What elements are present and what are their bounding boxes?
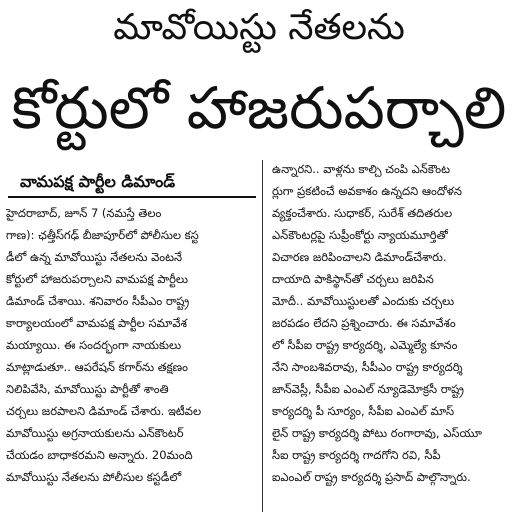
body-line: చేయడం బాధాకరమని అన్నారు. 20మంది <box>6 448 193 462</box>
body-line: డిమాండ్ చేశాయి. శనివారం సీపీఎం రాష్ట్ర <box>6 294 190 308</box>
body-line: దాయాది పాకిస్థాన్‌తో చర్చలు జరిపిన <box>272 272 434 286</box>
right-column <box>272 158 516 488</box>
headline-line-1: మావోయిస్టు నేతలను <box>113 7 405 48</box>
body-line: ర్లుగా ప్రకటించే అవకాశం ఉన్నదని ఆందోళన <box>272 184 462 198</box>
body-line: సీఐ రాష్ట్ర కార్యదర్శి గాదగోని రవి, సీపీ <box>272 448 441 462</box>
body-line: జరపడం లేదని ప్రశ్నించారు. ఈ సమావేశం <box>272 316 456 330</box>
body-line: చర్చలు జరపాలని డిమాండ్ చేశారు. ఇటీవల <box>6 404 202 418</box>
headline-line-2: కోర్టులో హాజరుపర్చాలి <box>11 74 507 142</box>
body-line: నేని సాంబశివరావు, సీపీఎం రాష్ట్ర కార్యదర్శి <box>272 360 463 374</box>
body-line: నిలిపివేసి, మావోయిస్టు పార్టీతో శాంతి <box>6 382 169 396</box>
left-column <box>6 202 258 488</box>
column-divider <box>262 160 263 512</box>
body-line: ఐఎంఎల్ రాష్ట్ర కార్యదర్శి ప్రసాద్ పాల్గొన్నారు. <box>272 470 471 484</box>
body-line: గాణ): ఛత్తీస్‌గఢ్ బీజాపూర్‌లో పోలీసుల కస్ట <box>6 228 199 242</box>
subheading-underline <box>8 196 256 198</box>
body-line: ఎన్‌కౌంటర్లపై సుప్రీంకోర్టు న్యాయమూర్తితో <box>272 228 448 242</box>
body-line: డీలో ఉన్న మావోయిస్టు నేతలను వెంటనే <box>6 250 183 264</box>
body-line: కార్యాలయంలో వామపక్ష పార్టీల సమావేశ <box>6 316 187 330</box>
body-line: జాన్‌వెస్లీ, సీపీఐ ఎంఎల్ న్యూడెమోక్రసీ రాష్ట్ర <box>272 382 464 396</box>
subheading: వామపక్ష పార్టీల డిమాండ్ <box>20 172 176 191</box>
body-line: లైన్ రాష్ట్ర కార్యదర్శి పోటు రంగారావు, ఎస్‌యూ <box>272 426 482 440</box>
body-line: లో సీపీఐ రాష్ట్ర కార్యదర్శి, ఎమ్మెల్యే కూనం <box>272 338 458 352</box>
body-line: మాట్లాడుతూ.. ఆపరేషన్ కగార్‌ను తక్షణం <box>6 360 189 374</box>
body-line: హైదరాబాద్, జూన్ 7 (నమస్తే తెలం <box>6 206 162 220</box>
body-line: ఉన్నారని.. వాళ్లను కాల్చి చంపి ఎన్‌కౌంట <box>272 162 450 176</box>
body-line: కోర్టులో హాజరుపర్చాలని వామపక్ష పార్టీలు <box>6 272 189 286</box>
body-line: మావోయిస్టు అగ్రనాయకులను ఎన్‌కౌంటర్ <box>6 426 184 440</box>
body-line: మోదీ.. మావోయిస్టులతో ఎందుకు చర్చలు <box>272 294 455 308</box>
body-line: మావోయిస్టు నేతలను పోలీసుల కస్టడీలో <box>6 470 182 484</box>
body-line: మయ్యాయి. ఈ సందర్భంగా నాయకులు <box>6 338 182 352</box>
body-line: విచారణ జరిపించాలని డిమాండ్‌చేశారు. <box>272 250 447 264</box>
body-line: వ్యక్తంచేశారు. సుధాకర్, సురేశ్ తదితరుల <box>272 206 453 220</box>
body-line: కార్యదర్శి పీ సూర్యం, సీపీఐ ఎంఎల్ మాస్ <box>272 404 455 418</box>
